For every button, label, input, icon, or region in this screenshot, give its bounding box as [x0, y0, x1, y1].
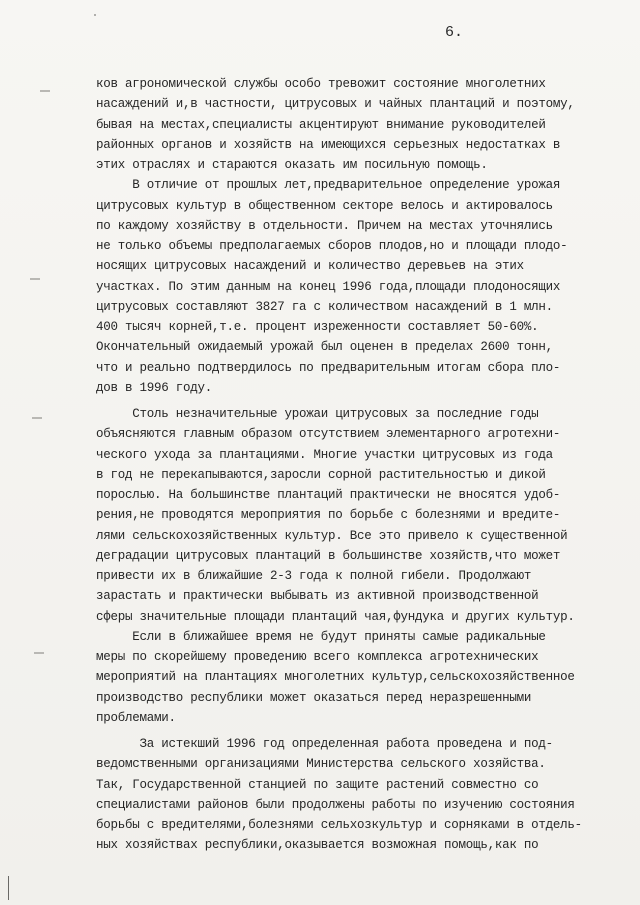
- text-line: ков агрономической службы особо тревожит состояние многолетних: [96, 77, 546, 91]
- text-line: лями сельскохозяйственных культур. Все это привело к существенной: [96, 528, 568, 543]
- paragraph-2: [96, 175, 626, 398]
- text-line: ческого ухода за плантациями. Многие участки цитрусовых из года: [96, 447, 553, 462]
- text-line: дов в 1996 году.: [96, 380, 213, 395]
- text-line: что и реально подтвердилось по предварительным итогам сбора пло-: [96, 360, 561, 375]
- text-line: насаждений и,в частности, цитрусовых и чайных плантаций и поэтому,: [96, 97, 575, 112]
- paragraph-4: [96, 734, 626, 856]
- text-line: Так, Государственной станцией по защите растений совместно со: [96, 777, 539, 792]
- scan-speck: [94, 14, 96, 16]
- text-line: этих отраслях и стараются оказать им посильную помощь.: [96, 158, 488, 172]
- scan-mark: [40, 90, 50, 92]
- text-line: привести их в ближайшие 2-3 года к полной гибели. Продолжают: [96, 569, 532, 583]
- text-line: зарастать и практически выбывать из активной производственной: [96, 589, 539, 604]
- text-line: ведомственными организациями Министерства сельского хозяйства.: [96, 757, 546, 772]
- text-line: носящих цитрусовых насаждений и количество деревьев на этих: [96, 259, 524, 274]
- scan-mark: [34, 652, 44, 654]
- paragraph-3: [96, 404, 626, 728]
- text-line: мероприятий на плантациях многолетних культур,сельскохозяйственное: [96, 670, 575, 685]
- text-line: сферы значительные площади плантаций чая,фундука и других культур.: [96, 609, 575, 624]
- text-line: Если в ближайшее время не будут приняты самые радикальные: [96, 629, 546, 644]
- text-line: цитрусовых составляют 3827 га с количеством насаждений в 1 млн.: [96, 299, 553, 314]
- text-line: Столь незначительные урожаи цитрусовых за последние годы: [96, 407, 539, 421]
- text-line: ных хозяйствах республики,оказывается возможная помощь,как по: [96, 838, 539, 853]
- text-line: в год не перекапываются,заросли сорной растительностью и дикой: [96, 467, 546, 482]
- text-line: порослью. На большинстве плантаций практически не вносятся удоб-: [96, 488, 561, 502]
- text-line: цитрусовых культур в общественном секторе велось и актировалось: [96, 198, 553, 213]
- text-line: по каждому хозяйству в отдельности. Причем на местах уточнялись: [96, 218, 553, 233]
- page-number: 6.: [445, 24, 464, 41]
- text-line: районных органов и хозяйств на имеющихся серьезных недостатках в: [96, 137, 561, 152]
- paragraph-1: [96, 74, 626, 175]
- text-line: производство республики может оказаться перед неразрешенными: [96, 690, 532, 705]
- text-line: участках. По этим данным на конец 1996 года,площади плодоносящих: [96, 279, 561, 294]
- text-line: меры по скорейшему проведению всего комплекса агротехнических: [96, 650, 539, 664]
- text-line: рения,не проводятся мероприятия по борьбе с болезнями и вредите-: [96, 508, 561, 523]
- scan-mark: [30, 278, 40, 280]
- text-line: За истекший 1996 год определенная работа проведена и под-: [96, 737, 553, 751]
- text-line: объясняются главным образом отсутствием элементарного агротехни-: [96, 427, 561, 442]
- text-line: Окончательный ожидаемый урожай был оценен в пределах 2600 тонн,: [96, 340, 553, 355]
- text-line: бывая на местах,специалисты акцентируют внимание руководителей: [96, 117, 546, 132]
- text-line: деградации цитрусовых плантаций в большинстве хозяйств,что может: [96, 548, 561, 563]
- text-line: проблемами.: [96, 710, 176, 725]
- body-text: [96, 74, 626, 856]
- text-line: 400 тысяч корней,т.е. процент изреженности составляет 50-60%.: [96, 320, 539, 334]
- text-line: специалистами районов были продолжены работы по изучению состояния: [96, 797, 575, 812]
- scan-mark: [32, 417, 42, 419]
- text-line: В отличие от прошлых лет,предварительное определение урожая: [96, 178, 561, 193]
- text-line: борьбы с вредителями,болезнями сельхозкультур и сорняками в отдель-: [96, 818, 582, 832]
- text-line: не только объемы предполагаемых сборов плодов,но и площади плодо-: [96, 239, 568, 253]
- scan-edge: [8, 876, 9, 900]
